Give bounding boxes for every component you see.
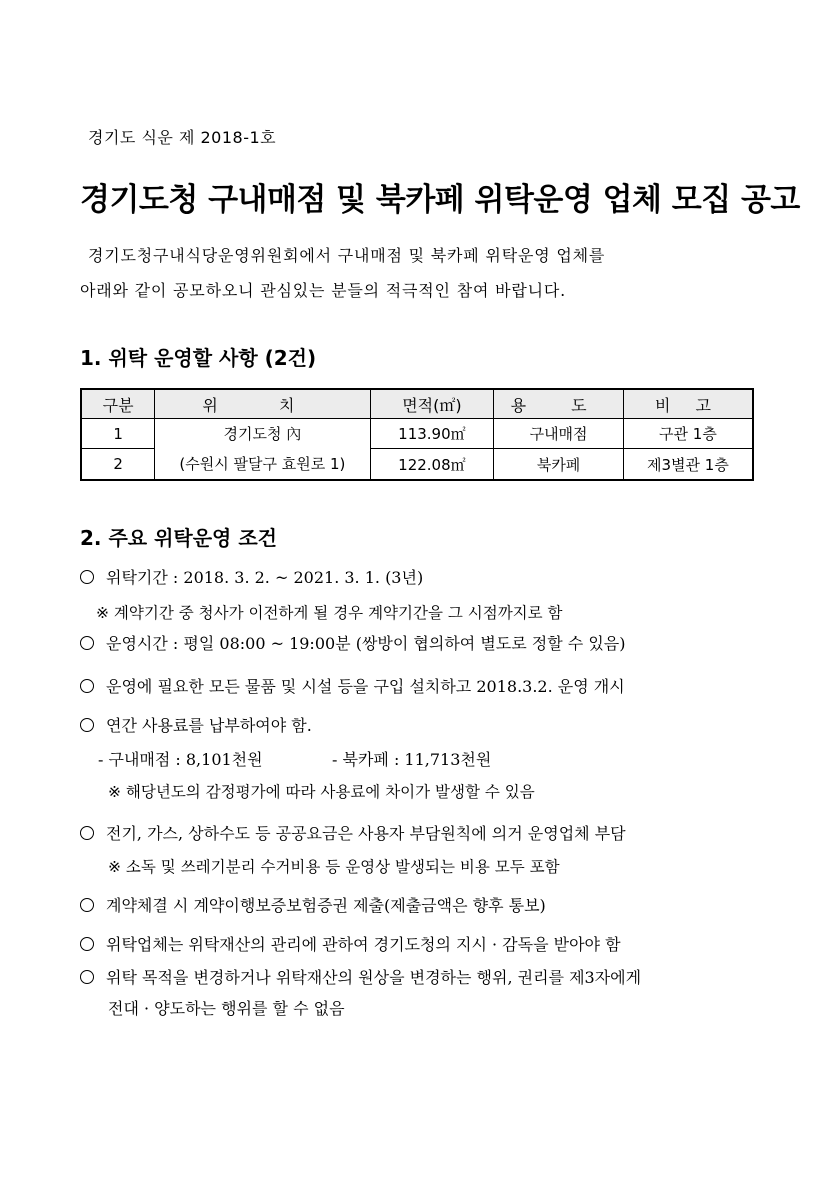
intro-paragraph: [80, 238, 760, 308]
list-item: 위탁업체는 위탁재산의 관리에 관하여 경기도청의 지시 · 감독을 받아야 함: [80, 932, 621, 955]
fee-bookcafe: - 북카페 : 11,713천원: [332, 750, 492, 769]
fee-store: - 구내매점 : 8,101천원: [98, 750, 263, 769]
list-item: 연간 사용료를 납부하여야 함.: [80, 713, 312, 736]
list-note: ※ 해당년도의 감정평가에 따라 사용료에 차이가 발생할 수 있음: [108, 783, 535, 801]
circle-bullet-icon: [80, 898, 94, 912]
circle-bullet-icon: [80, 718, 94, 732]
location-line-1: 경기도청 內: [223, 425, 302, 443]
header-category: 구분: [81, 389, 155, 419]
header-location: 위 치: [155, 389, 370, 419]
circle-bullet-icon: [80, 970, 94, 984]
note-cell: 제3별관 1층: [623, 449, 753, 480]
area-cell: 122.08㎡: [370, 449, 494, 480]
location-table: [80, 388, 754, 481]
row-number: 2: [81, 449, 155, 480]
note-cell: 구관 1층: [623, 419, 753, 449]
circle-bullet-icon: [80, 826, 94, 840]
list-item: 운영시간 : 평일 08:00 ~ 19:00분 (쌍방이 협의하여 별도로 정할 수 있음): [80, 631, 625, 654]
header-use: 용 도: [494, 389, 624, 419]
header-area: 면적(㎡): [370, 389, 494, 419]
list-item: 계약체결 시 계약이행보증보험증권 제출(제출금액은 향후 통보): [80, 893, 546, 916]
intro-line-2: 아래와 같이 공모하오니 관심있는 분들의 적극적인 참여 바랍니다.: [80, 281, 566, 300]
table-row: [81, 419, 753, 449]
list-note: ※ 소독 및 쓰레기분리 수거비용 등 운영상 발생되는 비용 모두 포함: [108, 858, 560, 876]
list-item: 위탁 목적을 변경하거나 위탁재산의 원상을 변경하는 행위, 권리를 제3자에게: [80, 965, 641, 988]
circle-bullet-icon: [80, 679, 94, 693]
circle-bullet-icon: [80, 570, 94, 584]
row-number: 1: [81, 419, 155, 449]
document-number: 경기도 식운 제 2018-1호: [88, 128, 277, 147]
intro-line-1: 경기도청구내식당운영위원회에서 구내매점 및 북카페 위탁운영 업체를: [88, 246, 606, 265]
circle-bullet-icon: [80, 636, 94, 650]
use-cell: 구내매점: [494, 419, 624, 449]
use-cell: 북카페: [494, 449, 624, 480]
section-1-heading: 1. 위탁 운영할 사항 (2건): [80, 346, 317, 370]
list-item-continuation: 전대 · 양도하는 행위를 할 수 없음: [108, 999, 345, 1018]
section-2-heading: 2. 주요 위탁운영 조건: [80, 526, 277, 550]
location-line-2: (수원시 팔달구 효원로 1): [179, 455, 346, 473]
list-note: ※ 계약기간 중 청사가 이전하게 될 경우 계약기간을 그 시점까지로 함: [96, 604, 563, 622]
header-note: 비 고: [623, 389, 753, 419]
area-cell: 113.90㎡: [370, 419, 494, 449]
list-item: 전기, 가스, 상하수도 등 공공요금은 사용자 부담원칙에 의거 운영업체 부담: [80, 821, 626, 844]
list-item: 위탁기간 : 2018. 3. 2. ~ 2021. 3. 1. (3년): [80, 565, 423, 588]
circle-bullet-icon: [80, 937, 94, 951]
location-cell: [155, 419, 370, 481]
table-header-row: [81, 389, 753, 419]
list-item: 운영에 필요한 모든 물품 및 시설 등을 구입 설치하고 2018.3.2. 운영 개시: [80, 674, 625, 697]
page-title: 경기도청 구내매점 및 북카페 위탁운영 업체 모집 공고: [80, 182, 800, 218]
